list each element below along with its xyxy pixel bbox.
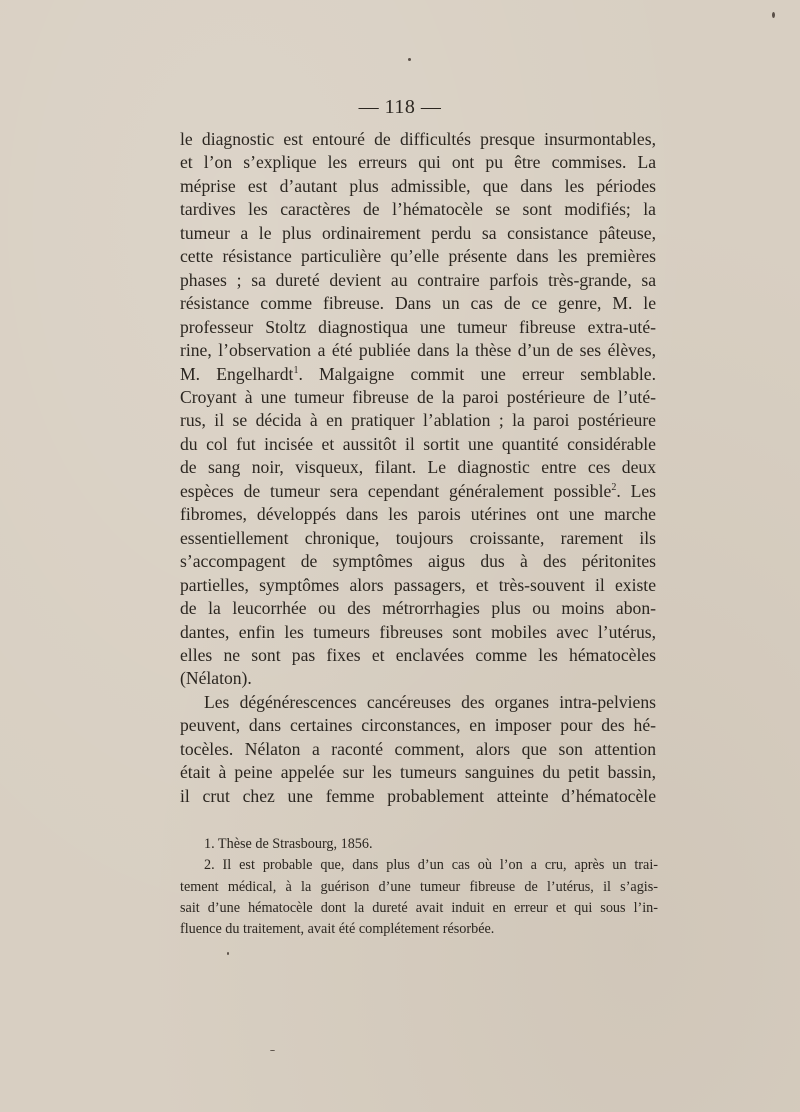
text-segment: M. Engelhardt xyxy=(180,363,294,384)
ink-speck xyxy=(408,58,411,61)
text-line: phases ; sa dureté devient au contraire parfois très-grande, sa xyxy=(180,269,656,290)
text-line: s’accompagent de symptômes aigus dus à des péritonites xyxy=(180,551,656,572)
text-line: rine, l’observation a été publiée dans la thèse d’un de ses élèves, xyxy=(180,340,656,361)
footnote-line: 1. Thèse de Strasbourg, 1856. xyxy=(204,836,373,852)
footnotes xyxy=(180,834,658,940)
text-line: Croyant à une tumeur fibreuse de la paroi postérieure de l’uté- xyxy=(180,386,656,407)
text-line: méprise est d’autant plus admissible, que dans les périodes xyxy=(180,175,656,196)
text-line: il crut chez une femme probablement atteinte d’hématocèle xyxy=(180,785,656,806)
text-line: tumeur a le plus ordinairement perdu sa consistance pâteuse, xyxy=(180,222,656,243)
text-line: (Nélaton). xyxy=(180,668,252,689)
text-line: dantes, enfin les tumeurs fibreuses sont mobiles avec l’utérus, xyxy=(180,621,656,642)
ink-speck xyxy=(270,1050,275,1051)
footnote-line: tement médical, à la guérison d’une tumeur fibreuse de l’utérus, il s’agis- xyxy=(180,878,658,895)
text-line: Les dégénérescences cancéreuses des organes intra-pelviens xyxy=(204,691,656,712)
text-line: cette résistance particulière qu’elle présente dans les premières xyxy=(180,246,656,267)
text-line: de la leucorrhée ou des métrorrhagies plus ou moins abon- xyxy=(180,598,656,619)
footnote-marker: 1 xyxy=(293,364,299,376)
footnote-line: fluence du traitement, avait été complétement résorbée. xyxy=(180,921,495,938)
text-segment: espèces de tumeur sera cependant généralement possible xyxy=(180,480,612,501)
text-line: et l’on s’explique les erreurs qui ont pu être commises. La xyxy=(180,152,656,173)
text-line xyxy=(180,363,656,386)
footnote-line: 2. Il est probable que, dans plus d’un cas où l’on a cru, après un trai- xyxy=(204,857,658,874)
text-line: partielles, symptômes alors passagers, et très-souvent il existe xyxy=(180,574,656,595)
text-line: professeur Stoltz diagnostiqua une tumeur fibreuse extra-uté- xyxy=(180,316,656,337)
text-line: elles ne sont pas fixes et enclavées comme les hématocèles xyxy=(180,644,656,665)
text-line: était à peine appelée sur les tumeurs sanguines du petit bassin, xyxy=(180,762,656,783)
text-line: rus, il se décida à en pratiquer l’ablation ; la paroi postérieure xyxy=(180,410,656,431)
text-line: du col fut incisée et aussitôt il sortit une quantité considérable xyxy=(180,433,656,454)
text-line: résistance comme fibreuse. Dans un cas de ce genre, M. le xyxy=(180,293,656,314)
ink-speck xyxy=(227,952,229,955)
text-line: peuvent, dans certaines circonstances, en imposer pour des hé- xyxy=(180,715,656,736)
body-text xyxy=(180,128,656,808)
footnote-marker: 2 xyxy=(611,481,617,493)
page-number: — 118 — xyxy=(358,96,442,118)
text-line: le diagnostic est entouré de difficultés presque insurmontables, xyxy=(180,129,656,149)
text-line: fibromes, développés dans les parois utérines ont une marche xyxy=(180,504,656,525)
footnote-line: sait d’une hématocèle dont la dureté avait induit en erreur et qui sous l’in- xyxy=(180,899,658,916)
text-line: tocèles. Nélaton a raconté comment, alors que son attention xyxy=(180,738,656,759)
text-line: essentiellement chronique, toujours croissante, rarement ils xyxy=(180,527,656,548)
text-line xyxy=(180,480,656,503)
ink-speck xyxy=(772,12,775,18)
text-segment: . Les xyxy=(616,480,656,501)
text-line: tardives les caractères de l’hématocèle se sont modifiés; la xyxy=(180,199,656,220)
text-line: de sang noir, visqueux, filant. Le diagnostic entre ces deux xyxy=(180,457,656,478)
text-segment: . Malgaigne commit une erreur semblable. xyxy=(298,363,656,384)
